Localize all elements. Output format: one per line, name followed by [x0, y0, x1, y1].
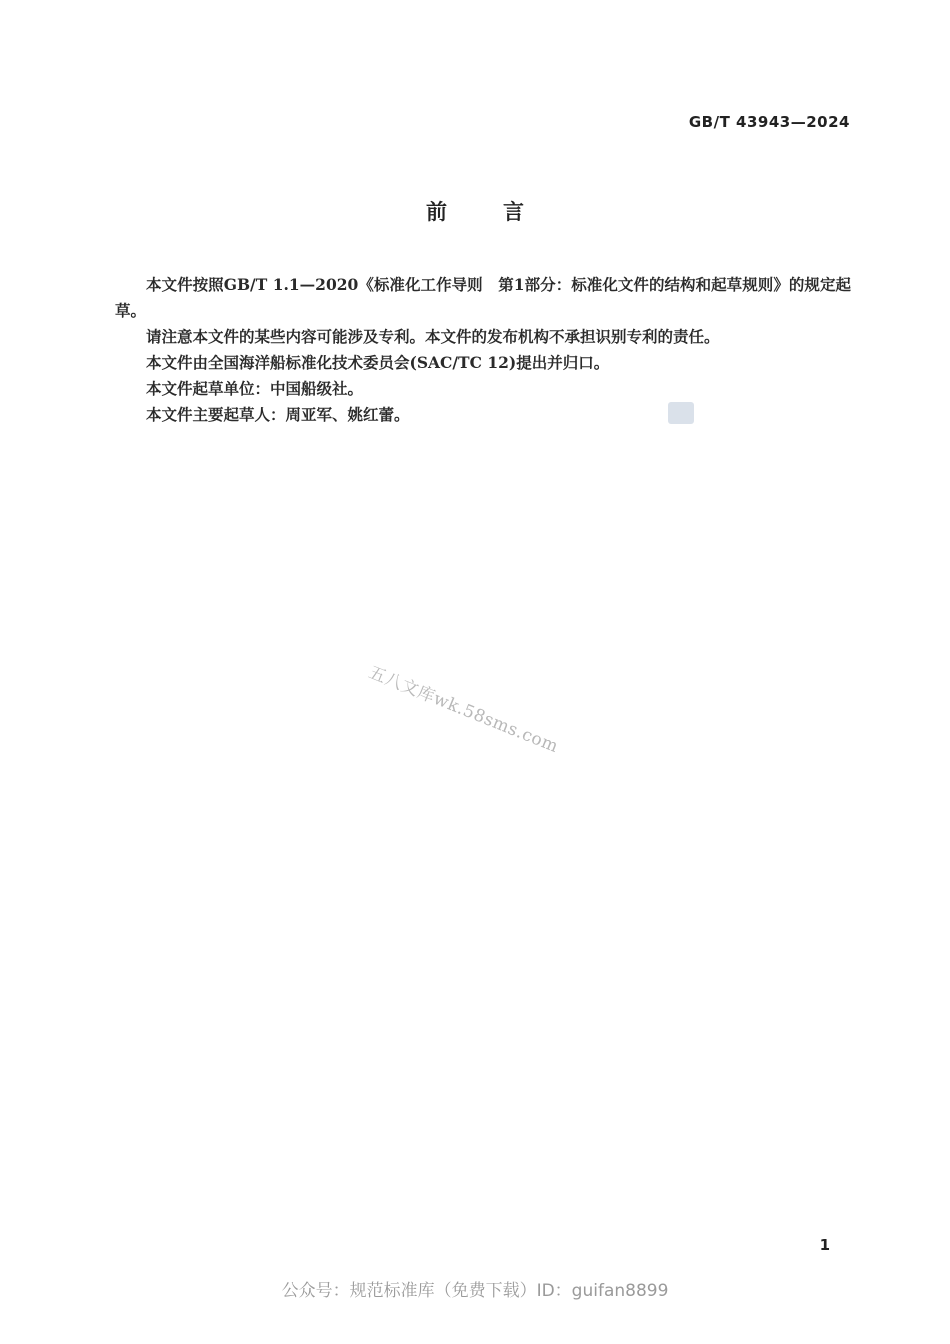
paragraph-proposer: 本文件由全国海洋船标准化技术委员会(SAC/TC 12)提出并归口。	[146, 353, 610, 372]
page-title	[0, 196, 950, 226]
title-char-2: 言	[503, 200, 524, 224]
standard-code: GB/T 43943—2024	[688, 113, 850, 131]
footer-text: 公众号：规范标准库（免费下载）ID：guifan8899	[281, 1281, 669, 1301]
page-number: 1	[819, 1236, 830, 1254]
title-char-1: 前	[426, 200, 447, 224]
watermark-text: 五八文库wk.58sms.com	[365, 662, 562, 758]
stamp-mark	[668, 402, 694, 424]
preface-body	[115, 272, 851, 428]
paragraph-drafting-rules: 本文件按照GB/T 1.1—2020《标准化工作导则 第1部分：标准化文件的结构和起草规则》的规定起草。	[115, 275, 851, 320]
paragraph-drafters: 本文件主要起草人：周亚军、姚红蕾。	[146, 405, 410, 424]
paragraph-drafting-org: 本文件起草单位：中国船级社。	[146, 379, 364, 398]
paragraph-patent-notice: 请注意本文件的某些内容可能涉及专利。本文件的发布机构不承担识别专利的责任。	[146, 327, 720, 346]
